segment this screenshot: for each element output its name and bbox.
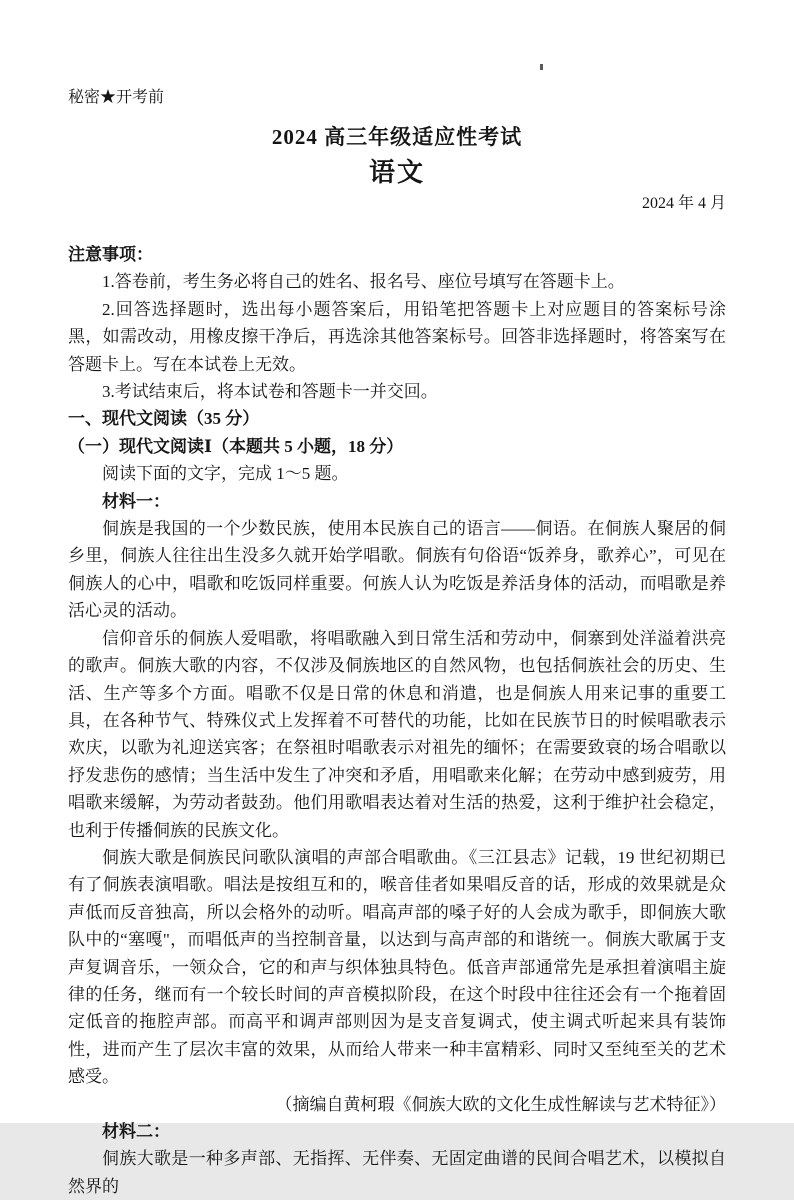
scan-artifact-mark bbox=[540, 64, 543, 70]
notice-item-3: 3.考试结束后，将本试卷和答题卡一并交回。 bbox=[102, 382, 438, 402]
notice-heading: 注意事项： bbox=[68, 245, 153, 264]
sub-heading: （一）现代文阅读Ⅰ（本题共 5 小题，18 分） bbox=[68, 436, 404, 456]
material1-citation: （摘编自黄柯瑕《侗族大欧的文化生成性解读与艺术特征》） bbox=[275, 1094, 726, 1114]
notice-item-2: 2.回答选择题时，选出每小题答案后，用铅笔把答题卡上对应题目的答案标号涂黑，如需改动，用橡皮擦干净后，再选涂其他答案标号。回答非选择题时，将答案写在答题卡上。写在本试卷上无效。 bbox=[68, 299, 726, 374]
part-heading: 一、现代文阅读（35 分） bbox=[68, 409, 260, 429]
material1-paragraph-3: 侗族大歌是侗族民问歌队演唱的声部合唱歌曲。《三江县志》记载，19 世纪初期已有了侗族表演唱歌。唱法是按组互和的，喉音佳者如果唱反音的话，形成的效果就是众声低而反音独高，所以会格外的动听。唱高声部的嗓子好的人会成为歌手，即侗族大歌队中的“塞嘎"，而唱低声的当控制音量，以达到与高声部的和谐统一。侗族大歌属于支声复调音乐，一领众合，它的和声与织体独具特色。低音声部通常先是承担着演唱主旋律的任务，继而有一个较长时间的声音模拟阶段，在这个时段中往往还会有一个拖着固定低音的拖腔声部。而高平和调声部则因为是支音复调式，使主调式听起来具有装饰性，进而产生了层次丰富的效果，从而给人带来一种丰富精彩、同时又至纯至关的艺术感受。 bbox=[68, 847, 726, 1087]
material1-label: 材料一： bbox=[102, 491, 170, 511]
material2-label: 材料二： bbox=[102, 1122, 170, 1141]
material2-paragraph-1: 侗族大歌是一种多声部、无指挥、无伴奏、无固定曲谱的民间合唱艺术，以模拟自然界的 bbox=[68, 1149, 726, 1196]
reading-section bbox=[68, 405, 726, 1200]
material1-paragraph-2: 信仰音乐的侗族人爱唱歌，将唱歌融入到日常生活和劳动中，侗寨到处洋溢着洪亮的歌声。侗族大歌的内容，不仅涉及侗族地区的自然风物，也包括侗族社会的历史、生活、生产等多个方面。唱歌不仅是日常的休息和消遣，也是侗族人用来记事的重要工具，在各种节气、特殊仪式上发挥着不可替代的功能，比如在民族节日的时候唱歌表示欢庆，以歌为礼迎送宾客；在祭祖时唱歌表示对祖先的缅怀；在需要致衰的场合唱歌以抒发悲伤的感情；当生活中发生了冲突和矛盾，用唱歌来化解；在劳动中感到疲劳，用唱歌来缓解，为劳动者鼓劲。他们用歌唱表达着对生活的热爱，这利于维护社会稳定，也利于传播侗族的民族文化。 bbox=[68, 628, 726, 840]
classification-label: 秘密★开考前 bbox=[68, 89, 165, 106]
reading-instruction: 阅读下面的文字，完成 1～5 题。 bbox=[102, 464, 349, 484]
exam-date: 2024 年 4 月 bbox=[641, 195, 726, 212]
material1-paragraph-1: 侗族是我国的一个少数民族，使用本民族自己的语言——侗语。在侗族人聚居的侗乡里，侗族人往往出生没多久就开始学唱歌。侗族有句俗语“饭养身，歌养心”，可见在侗族人的心中，唱歌和吃饭同样重要。何族人认为吃饭是养活身体的活动，而唱歌是养活心灵的活动。 bbox=[68, 519, 726, 621]
notice-section bbox=[68, 241, 726, 405]
subject-title: 语文 bbox=[368, 157, 425, 187]
notice-item-1: 1.答卷前，考生务必将自己的姓名、报名号、座位号填写在答题卡上。 bbox=[102, 272, 625, 292]
exam-title: 2024 高三年级适应性考试 bbox=[271, 125, 523, 149]
